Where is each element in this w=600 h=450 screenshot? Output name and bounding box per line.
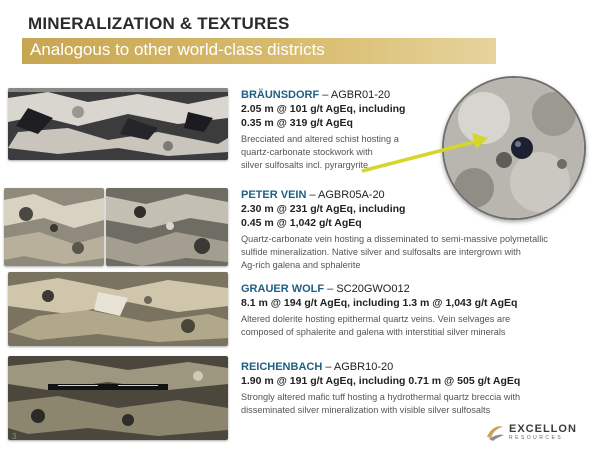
core-photo-reichenbach <box>8 356 228 440</box>
description-line: silver sulfosalts incl. pyrargyrite <box>241 160 369 170</box>
company-logo <box>485 421 577 443</box>
description-line: disseminated silver mineralization with visible silver sulfosalts <box>241 405 491 415</box>
district-name: BRÄUNSDORF <box>241 89 320 101</box>
logo-name: EXCELLON <box>509 422 577 435</box>
heading-separator: – <box>306 189 319 201</box>
section-heading <box>241 282 581 296</box>
drill-hole-id: AGBR10-20 <box>333 361 394 373</box>
heading-separator: – <box>319 89 331 101</box>
section-description <box>241 391 581 417</box>
section-heading <box>241 360 581 374</box>
section-heading <box>241 88 581 102</box>
section-peter-vein <box>241 188 581 272</box>
page-number: 3 <box>12 432 17 441</box>
drill-hole-id: AGBR01-20 <box>330 89 391 101</box>
drill-hole-id: SC20GWO012 <box>336 283 410 295</box>
slide-title: MINERALIZATION & TEXTURES <box>28 14 290 33</box>
description-line: Brecciated and altered schist hosting a <box>241 134 399 144</box>
section-description <box>241 233 581 272</box>
section-grauer-wolf <box>241 282 581 339</box>
section-description <box>241 313 581 339</box>
drill-hole-id: AGBR05A-20 <box>318 189 385 201</box>
description-line: Altered dolerite hosting epithermal quartz veins. Vein selvages are <box>241 314 511 324</box>
description-line: composed of sphalerite and galena with interstitial silver minerals <box>241 327 506 337</box>
district-name: GRAUER WOLF <box>241 283 325 295</box>
slide-subtitle: Analogous to other world-class districts <box>30 40 325 59</box>
excellon-swoosh-icon <box>485 423 505 441</box>
heading-separator: – <box>322 361 334 373</box>
description-line: quartz-carbonate stockwork with <box>241 147 373 157</box>
logo-tagline: RESOURCES <box>509 434 564 441</box>
description-line: Quartz-carbonate vein hosting a disseminated to semi-massive polymetallic <box>241 234 548 244</box>
grade-line: 0.45 m @ 1,042 g/t AgEq <box>241 217 362 229</box>
grade-line: 0.35 m @ 319 g/t AgEq <box>241 117 353 129</box>
district-name: REICHENBACH <box>241 361 323 373</box>
section-heading <box>241 188 581 202</box>
description-line: Strongly altered mafic tuff hosting a hydrothermal quartz breccia with <box>241 392 521 402</box>
grade-line: 2.05 m @ 101 g/t AgEq, including <box>241 103 406 115</box>
description-line: Ag-rich galena and sphalerite <box>241 260 361 270</box>
grade-line: 1.90 m @ 191 g/t AgEq, including 0.71 m @ 505 g/t AgEq <box>241 375 521 387</box>
section-braunsdorf <box>241 88 581 172</box>
description-line: sulfide mineralization. Native silver and sulfosalts are intergrown with <box>241 247 521 257</box>
core-photo-peter-vein-a <box>4 188 104 266</box>
grade-line: 2.30 m @ 231 g/t AgEq, including <box>241 203 406 215</box>
heading-separator: – <box>324 283 337 295</box>
section-description <box>241 133 581 172</box>
section-reichenbach <box>241 360 581 417</box>
core-photo-grauer-wolf <box>8 272 228 346</box>
grade-line: 8.1 m @ 194 g/t AgEq, including 1.3 m @ 1,043 g/t AgEq <box>241 297 518 309</box>
core-photo-braunsdorf <box>8 88 228 160</box>
district-name: PETER VEIN <box>241 189 307 201</box>
core-photo-peter-vein-b <box>106 188 228 266</box>
